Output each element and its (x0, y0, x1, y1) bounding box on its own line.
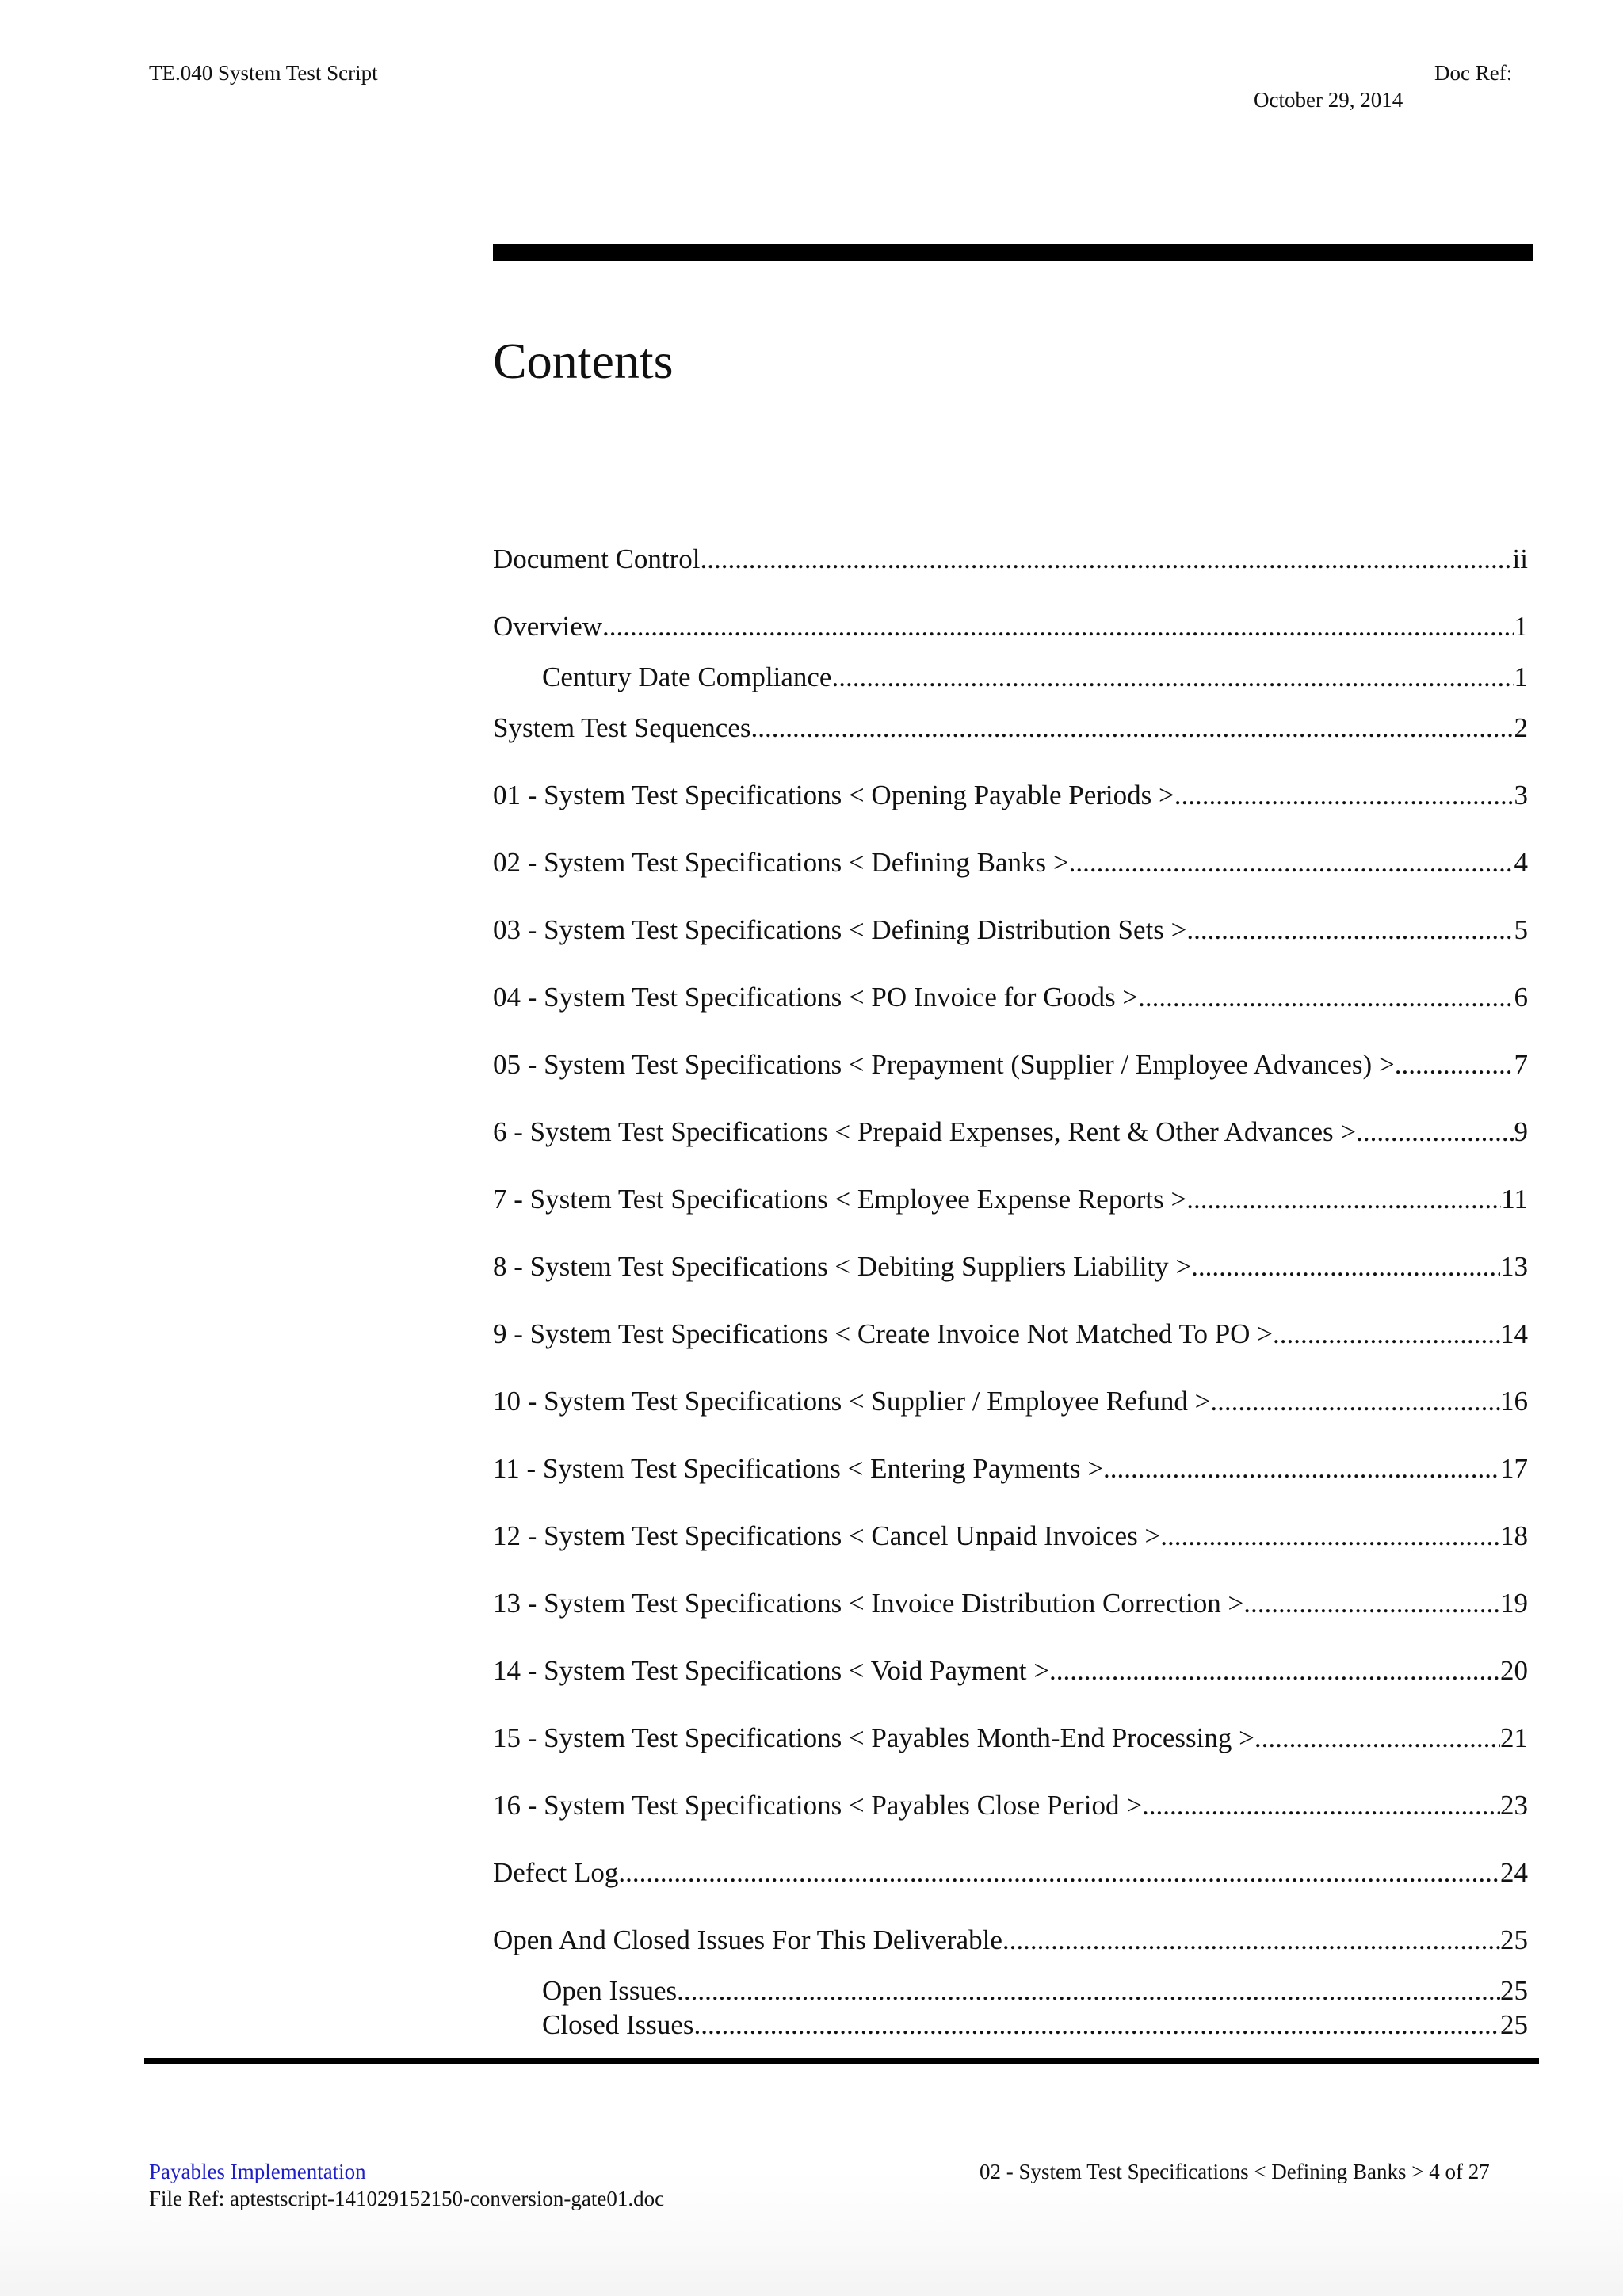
toc-dot-leader (1049, 1653, 1500, 1688)
toc-entry-page-number: 1 (1514, 660, 1529, 695)
footer-file-ref: File Ref: aptestscript-141029152150-conversion-gate01.doc (149, 2187, 665, 2210)
toc-entry-page-number: 17 (1500, 1451, 1528, 1486)
toc-entry-label: 05 - System Test Specifications < Prepayment (Supplier / Employee Advances) > (493, 1047, 1395, 1082)
toc-dot-leader (750, 711, 1514, 746)
toc-entry-page-number: 16 (1500, 1384, 1528, 1419)
toc-entry-label: System Test Sequences (493, 711, 750, 746)
toc-dot-leader (1142, 1788, 1500, 1823)
toc-entry-page-number: 25 (1500, 1923, 1528, 1958)
toc-dot-leader (1186, 913, 1514, 948)
toc-entry-label: 01 - System Test Specifications < Opening Payable Periods > (493, 778, 1174, 813)
toc-entry-page-number: 20 (1500, 1653, 1528, 1688)
toc-entry-label: Defect Log (493, 1855, 618, 1890)
toc-entry-page-number: 3 (1514, 778, 1529, 813)
toc-entry-label: 6 - System Test Specifications < Prepaid Expenses, Rent & Other Advances > (493, 1115, 1356, 1150)
toc-entry[interactable] (493, 1652, 1528, 1688)
toc-entry[interactable] (493, 1719, 1528, 1756)
toc-dot-leader (1191, 1249, 1500, 1284)
toc-entry-label: 7 - System Test Specifications < Employee Expense Reports > (493, 1182, 1186, 1217)
toc-entry-page-number: 21 (1500, 1721, 1528, 1756)
toc-entry[interactable] (493, 844, 1528, 880)
toc-entry-page-number: ii (1513, 542, 1528, 577)
header-date: October 29, 2014 (1254, 88, 1403, 112)
toc-entry[interactable] (493, 1787, 1528, 1823)
toc-entry-page-number: 11 (1501, 1182, 1528, 1217)
header-document-title: TE.040 System Test Script (149, 61, 378, 85)
toc-dot-leader (602, 609, 1514, 644)
toc-dot-leader (701, 542, 1513, 577)
toc-entry-label: 03 - System Test Specifications < Defining Distribution Sets > (493, 913, 1186, 948)
toc-entry-label: 16 - System Test Specifications < Payables Close Period > (493, 1788, 1142, 1823)
toc-entry-page-number: 4 (1514, 845, 1529, 880)
toc-entry-page-number: 25 (1500, 2008, 1528, 2042)
toc-entry[interactable] (493, 1113, 1528, 1150)
toc-entry-label: Open Issues (542, 1974, 677, 2008)
toc-entry-label: Document Control (493, 542, 701, 577)
toc-dot-leader (1254, 1721, 1500, 1756)
toc-dot-leader (1174, 778, 1514, 813)
toc-entry[interactable] (493, 540, 1528, 577)
toc-entry[interactable] (493, 608, 1528, 644)
toc-entry[interactable] (493, 1921, 1528, 1958)
toc-entry-page-number: 14 (1500, 1317, 1528, 1352)
toc-dot-leader (1069, 845, 1514, 880)
toc-dot-leader (1103, 1451, 1500, 1486)
toc-entry-page-number: 9 (1514, 1115, 1529, 1150)
toc-entry-label: Century Date Compliance (542, 660, 831, 695)
toc-dot-leader (1356, 1115, 1514, 1150)
toc-entry[interactable] (542, 658, 1528, 695)
toc-entry-label: 13 - System Test Specifications < Invoice Distribution Correction > (493, 1586, 1243, 1621)
toc-entry-page-number: 1 (1514, 609, 1529, 644)
toc-entry-page-number: 7 (1514, 1047, 1529, 1082)
toc-dot-leader (694, 2008, 1500, 2042)
toc-entry-label: 04 - System Test Specifications < PO Invoice for Goods > (493, 980, 1138, 1015)
toc-entry-label: Open And Closed Issues For This Deliverable (493, 1923, 1002, 1958)
toc-entry-page-number: 13 (1500, 1249, 1528, 1284)
toc-entry[interactable] (493, 1315, 1528, 1352)
toc-entry[interactable] (493, 1180, 1528, 1217)
toc-entry-label: 9 - System Test Specifications < Create Invoice Not Matched To PO > (493, 1317, 1273, 1352)
toc-entry[interactable] (493, 978, 1528, 1015)
toc-entry-label: 8 - System Test Specifications < Debiting Suppliers Liability > (493, 1249, 1191, 1284)
toc-dot-leader (618, 1855, 1500, 1890)
toc-entry[interactable] (493, 1517, 1528, 1554)
toc-entry-page-number: 19 (1500, 1586, 1528, 1621)
toc-entry[interactable] (493, 709, 1528, 746)
toc-dot-leader (831, 660, 1514, 695)
toc-entry-page-number: 18 (1500, 1519, 1528, 1554)
toc-entry[interactable] (493, 1248, 1528, 1284)
toc-dot-leader (1002, 1923, 1500, 1958)
toc-dot-leader (1210, 1384, 1500, 1419)
toc-entry[interactable] (493, 776, 1528, 813)
footer-rule (144, 2058, 1539, 2064)
toc-entry-label: Closed Issues (542, 2008, 694, 2042)
toc-entry-label: Overview (493, 609, 602, 644)
contents-title: Contents (493, 333, 674, 389)
footer-section-page: 02 - System Test Specifications < Defining Banks > 4 of 27 (980, 2160, 1490, 2183)
toc-dot-leader (1395, 1047, 1514, 1082)
toc-entry-page-number: 2 (1514, 711, 1529, 746)
toc-entry[interactable] (493, 1383, 1528, 1419)
toc-entry-label: 10 - System Test Specifications < Supplier / Employee Refund > (493, 1384, 1210, 1419)
footer-left (149, 2158, 664, 2212)
toc-entry-page-number: 23 (1500, 1788, 1528, 1823)
toc-entry-label: 11 - System Test Specifications < Entering Payments > (493, 1451, 1103, 1486)
toc-entry[interactable] (542, 1972, 1528, 2008)
toc-entry-page-number: 5 (1514, 913, 1529, 948)
toc-entry[interactable] (493, 911, 1528, 948)
toc-dot-leader (1186, 1182, 1501, 1217)
footer-project-name[interactable]: Payables Implementation (149, 2160, 366, 2183)
toc-entry-label: 12 - System Test Specifications < Cancel Unpaid Invoices > (493, 1519, 1160, 1554)
toc-entry-label: 02 - System Test Specifications < Defining Banks > (493, 845, 1069, 880)
toc-entry-page-number: 25 (1500, 1974, 1528, 2008)
toc-entry[interactable] (542, 2006, 1528, 2042)
toc-entry-page-number: 6 (1514, 980, 1529, 1015)
toc-entry[interactable] (493, 1854, 1528, 1890)
header-doc-ref: Doc Ref: (1434, 61, 1513, 85)
toc-dot-leader (1273, 1317, 1500, 1352)
toc-entry[interactable] (493, 1585, 1528, 1621)
toc-dot-leader (1138, 980, 1514, 1015)
toc-entry-label: 14 - System Test Specifications < Void Payment > (493, 1653, 1049, 1688)
toc-dot-leader (1160, 1519, 1500, 1554)
toc-dot-leader (677, 1974, 1500, 2008)
toc-dot-leader (1243, 1586, 1500, 1621)
toc-entry[interactable] (493, 1450, 1528, 1486)
toc-entry-page-number: 24 (1500, 1855, 1528, 1890)
toc-entry-label: 15 - System Test Specifications < Payables Month-End Processing > (493, 1721, 1254, 1756)
toc-entry[interactable] (493, 1046, 1528, 1082)
